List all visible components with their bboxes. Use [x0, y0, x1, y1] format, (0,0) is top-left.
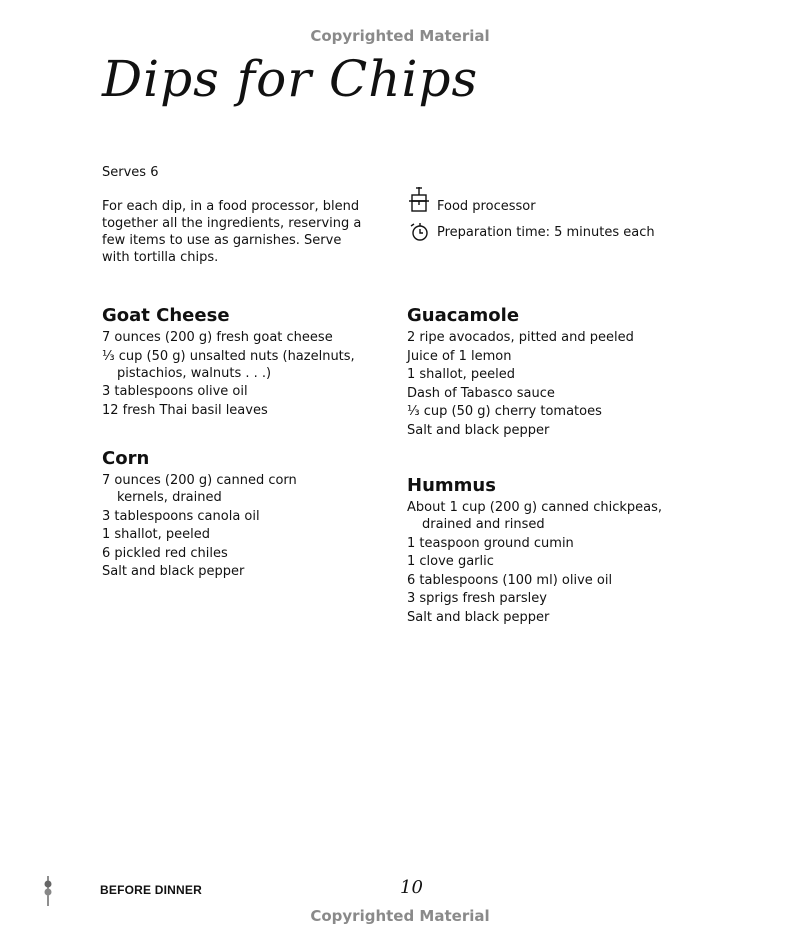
recipe-title: Goat Cheese: [102, 305, 230, 326]
ingredient-item: Juice of 1 lemon: [407, 348, 512, 364]
copyright-footer: Copyrighted Material: [310, 907, 490, 925]
ingredient-item: 1 clove garlic: [407, 554, 494, 569]
equipment-label: Food processor: [437, 199, 536, 214]
recipe-title: Guacamole: [407, 305, 520, 326]
ingredient-item: 3 tablespoons canola oil: [102, 508, 260, 524]
ingredient-item: 1 shallot, peeled: [102, 527, 211, 542]
recipe-guacamole: [407, 305, 707, 440]
intro-text: For each dip, in a food processor, blend together all the ingredients, reserving a few items to use as garnishes. Serve with tortilla chips.: [102, 199, 362, 265]
equipment-label: Preparation time: 5 minutes each: [437, 225, 655, 240]
ingredient-item: 1 shallot, peeled: [407, 367, 516, 382]
timer-icon: [408, 222, 430, 246]
ingredient-item: 7 ounces (200 g) fresh goat cheese: [102, 330, 333, 345]
page-title: Dips for Chips: [102, 50, 479, 108]
ingredient-item: Salt and black pepper: [102, 564, 245, 579]
recipe-hummus: [407, 475, 667, 627]
recipe-title: Hummus: [407, 475, 496, 496]
food-processor-icon: [408, 186, 430, 218]
ingredient-item: 7 ounces (200 g) canned corn kernels, drained: [102, 473, 297, 505]
section-label: BEFORE DINNER: [100, 883, 202, 897]
skewer-icon: [40, 876, 56, 910]
ingredient-item: Salt and black pepper: [407, 609, 550, 625]
ingredient-item: 6 pickled red chiles: [102, 545, 228, 561]
ingredient-item: 1 teaspoon ground cumin: [407, 535, 574, 551]
recipe-title: Corn: [102, 448, 150, 469]
ingredient-item: 3 tablespoons olive oil: [102, 384, 248, 399]
ingredient-item: Salt and black pepper: [407, 422, 550, 438]
ingredient-item: 12 fresh Thai basil leaves: [102, 402, 268, 418]
ingredient-item: 6 tablespoons (100 ml) olive oil: [407, 572, 613, 588]
recipe-corn: [102, 448, 302, 582]
ingredient-list: [407, 329, 707, 439]
recipe-goat-cheese: [102, 305, 357, 420]
ingredient-item: ⅓ cup (50 g) cherry tomatoes: [407, 404, 602, 419]
ingredient-list: [102, 329, 357, 419]
ingredient-item: Dash of Tabasco sauce: [407, 385, 555, 401]
ingredient-item: 3 sprigs fresh parsley: [407, 591, 547, 606]
ingredient-list: [102, 472, 302, 580]
serves-text: Serves 6: [102, 165, 159, 180]
ingredient-list: [407, 499, 667, 626]
copyright-header: Copyrighted Material: [310, 27, 490, 45]
ingredient-item: 2 ripe avocados, pitted and peeled: [407, 330, 634, 345]
page-number: 10: [400, 877, 423, 898]
ingredient-item: About 1 cup (200 g) canned chickpeas, drained and rinsed: [407, 500, 662, 532]
ingredient-item: ⅓ cup (50 g) unsalted nuts (hazelnuts, pistachios, walnuts . . .): [102, 348, 355, 381]
